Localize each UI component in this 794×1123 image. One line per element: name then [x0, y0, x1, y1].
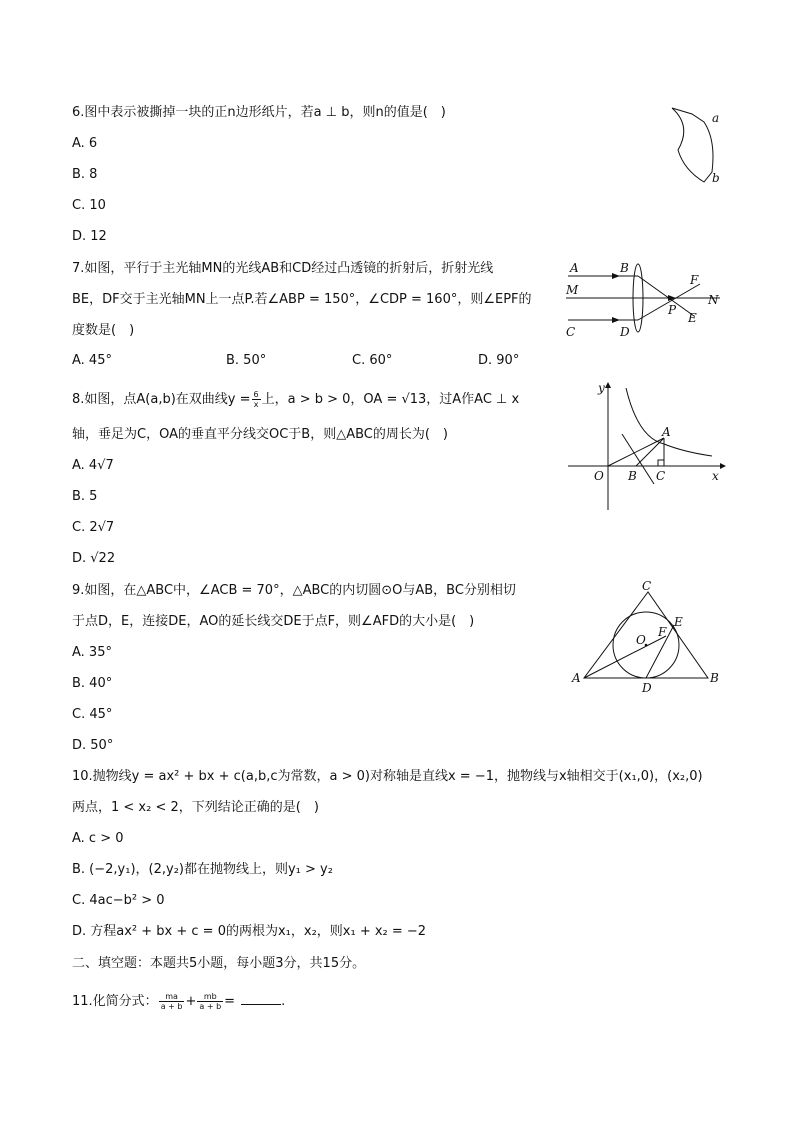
q6-option-a: A. 6: [72, 136, 98, 151]
q9-stem-line2: 于点D，E，连接DE，AO的延长线交DE于点F，则∠AFD的大小是( ): [72, 614, 475, 629]
answer-blank[interactable]: [241, 992, 281, 1005]
q7-label-N: N: [708, 293, 719, 307]
q8-label-O: O: [594, 469, 604, 483]
polygon-fragment: [672, 108, 713, 182]
q7-label-C: C: [566, 325, 576, 339]
q11-stem-line: [72, 992, 285, 1011]
q7-stem-line3: 度数是( ): [72, 323, 135, 338]
q9-stem-line1: 9.如图，在△ABC中，∠ACB = 70°，△ABC的内切圆⊙O与AB，BC分别相切: [72, 583, 516, 598]
q10-option-d: D. 方程ax² + bx + c = 0的两根为x₁，x₂，则x₁ + x₂ = −2: [72, 924, 427, 939]
q11-fraction-2: $\frac{mb}{a + b}$: [199, 992, 222, 1011]
q7-option-a: A. 45°: [72, 353, 112, 368]
q8-label-x: x: [712, 469, 719, 483]
q11-end: .: [281, 994, 286, 1009]
q8-label-C: C: [656, 469, 666, 483]
q6-option-c: C. 10: [72, 198, 106, 213]
q6-stem: 6.图中表示被撕掉一块的正n边形纸片，若a ⊥ b，则n的值是( ): [72, 105, 446, 120]
q6-figure: [664, 100, 724, 190]
q7-label-B: B: [620, 261, 629, 275]
q8-option-a: A. 4√7: [72, 458, 114, 473]
q9-figure: [566, 578, 726, 696]
q11-equals: =: [224, 994, 236, 1009]
q7-label-P: P: [668, 303, 677, 317]
q9-label-B: B: [710, 671, 719, 685]
q10-stem-line1: 10.抛物线y = ax² + bx + c(a,b,c为常数，a > 0)对称轴是直线x = −1，抛物线与x轴相交于(x₁,0)，(x₂,0): [72, 769, 703, 784]
q6-option-d: D. 12: [72, 229, 107, 244]
q10-stem-line2: 两点，1 < x₂ < 2，下列结论正确的是( ): [72, 800, 319, 815]
q8-stem-line2: 轴，垂足为C，OA的垂直平分线交OC于B，则△ABC的周长为( ): [72, 427, 449, 442]
q10-option-a: A. c > 0: [72, 831, 124, 846]
q7-option-c: C. 60°: [352, 353, 393, 368]
q8-stem-line1: [72, 390, 519, 409]
q7-option-d: D. 90°: [478, 353, 520, 368]
hyperbola: [626, 388, 712, 456]
q9-label-E: E: [674, 615, 683, 629]
q9-label-F: F: [658, 625, 667, 639]
triangle-abc: [584, 592, 708, 678]
q7-stem-line2: BE，DF交于主光轴MN上一点P.若∠ABP = 150°，∠CDP = 160°，则∠EPF的: [72, 292, 532, 307]
q8-option-c: C. 2√7: [72, 520, 115, 535]
q8-stem-part-a: 8.如图，点A(a,b)在双曲线y =: [72, 392, 251, 407]
q7-option-b: B. 50°: [226, 353, 267, 368]
q11-stem: 11.化简分式：: [72, 994, 158, 1009]
q6-label-b: b: [712, 171, 720, 185]
q6-label-a: a: [712, 111, 720, 125]
q7-label-D: D: [620, 325, 630, 339]
q8-figure: [564, 378, 728, 514]
q7-label-F: F: [690, 273, 699, 287]
q7-label-A: A: [570, 261, 579, 275]
q8-label-A: A: [662, 425, 671, 439]
q9-option-a: A. 35°: [72, 645, 112, 660]
q9-label-C: C: [642, 579, 652, 593]
q8-label-y: y: [598, 381, 605, 395]
q7-label-M: M: [566, 283, 579, 297]
q9-label-A: A: [572, 671, 581, 685]
q6-option-b: B. 8: [72, 167, 98, 182]
q9-option-d: D. 50°: [72, 738, 114, 753]
q8-label-B: B: [628, 469, 637, 483]
q8-fraction: $\frac{6}{x}$: [253, 390, 259, 409]
q10-option-c: C. 4ac−b² > 0: [72, 893, 165, 908]
q7-label-E: E: [688, 311, 697, 325]
q10-option-b: B. (−2,y₁)，(2,y₂)都在抛物线上，则y₁ > y₂: [72, 862, 333, 877]
q11-plus: +: [185, 994, 197, 1009]
q9-option-b: B. 40°: [72, 676, 113, 691]
q9-label-O: O: [636, 633, 646, 647]
q9-option-c: C. 45°: [72, 707, 113, 722]
q9-label-D: D: [642, 681, 652, 695]
q8-stem-part-b: 上，a > b > 0，OA = √13，过A作AC ⊥ x: [261, 392, 520, 407]
q8-option-d: D. √22: [72, 551, 116, 566]
q7-stem-line1: 7.如图，平行于主光轴MN的光线AB和CD经过凸透镜的折射后，折射光线: [72, 261, 494, 276]
q11-fraction-1: $\frac{ma}{a + b}$: [160, 992, 183, 1011]
q8-option-b: B. 5: [72, 489, 98, 504]
q7-figure: [560, 258, 730, 342]
section-title: 二、填空题：本题共5小题，每小题3分，共15分。: [72, 956, 366, 971]
